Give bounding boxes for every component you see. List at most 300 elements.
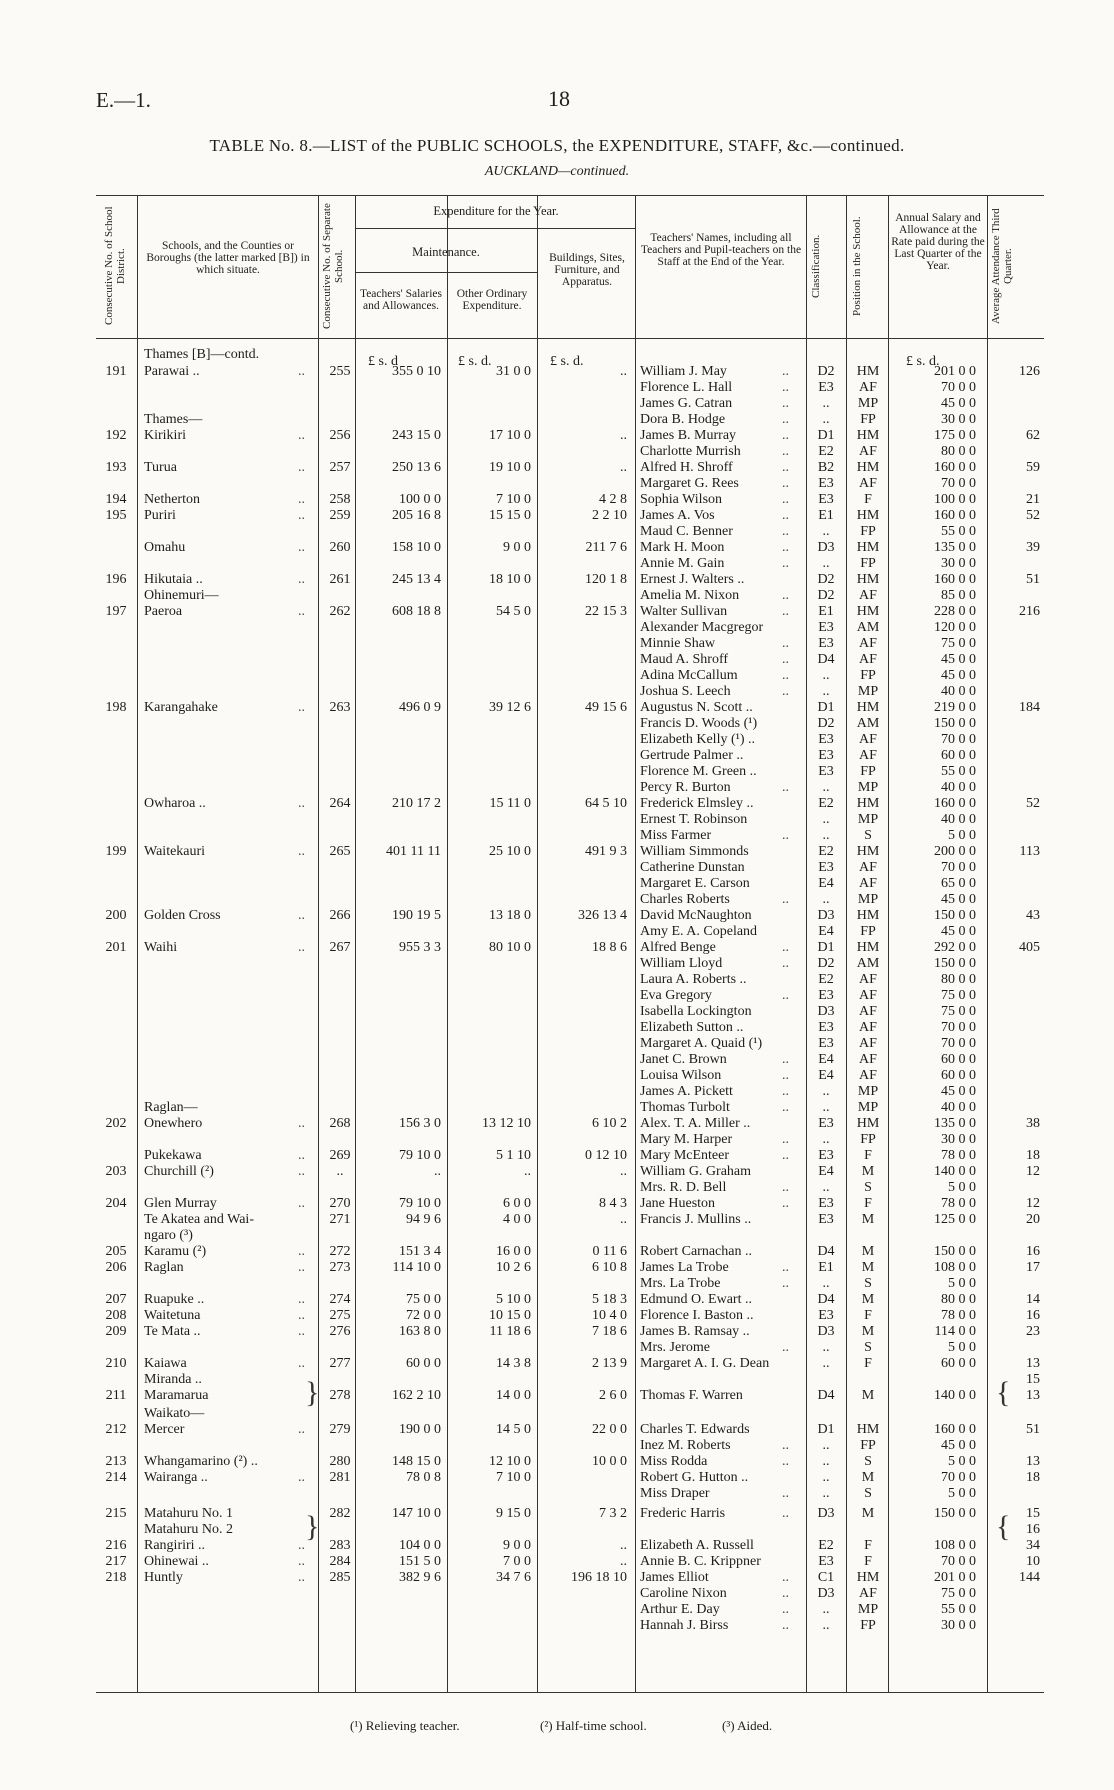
buildings-amount: .. [620,1554,627,1569]
classification: D2 [817,716,835,731]
position: F [864,492,872,507]
position: AF [859,860,877,875]
teacher-name: Annie B. C. Krippner [640,1554,761,1569]
header-bottom-rule [96,338,1044,339]
salaries-amount: 210 17 2 [392,796,441,811]
leader-dots: .. [782,444,789,459]
leader-dots: .. [298,460,305,475]
annual-salary: 70 0 0 [941,476,976,491]
average-attendance: 17 [1026,1260,1040,1275]
teacher-name: Minnie Shaw [640,636,716,651]
header-expenditure: Expenditure for the Year. [433,204,559,218]
leader-dots: .. [782,1180,789,1195]
leader-dots: .. [782,668,789,683]
position: MP [857,684,879,699]
annual-salary: 30 0 0 [941,412,976,427]
annual-salary: 140 0 0 [934,1164,976,1179]
annual-salary: 40 0 0 [941,684,976,699]
average-attendance: 62 [1026,428,1040,443]
other-expenditure: 16 0 0 [496,1244,531,1259]
other-expenditure: 18 10 0 [489,572,531,587]
classification: E2 [818,796,834,811]
district-number: 209 [105,1324,127,1339]
separate-school-number: 261 [329,572,351,587]
table-row [0,1570,1114,1586]
teacher-name: Janet C. Brown [640,1052,727,1067]
school-name: Waihi [144,940,178,955]
district-number: 192 [105,428,127,443]
leader-dots: .. [782,1260,789,1275]
position: S [864,1454,872,1469]
annual-salary: 60 0 0 [941,1068,976,1083]
teacher-name: Joshua S. Leech [640,684,731,699]
separate-school-number: 276 [329,1324,351,1339]
classification: D4 [817,1388,835,1403]
classification: E4 [818,1164,834,1179]
salaries-amount: 190 0 0 [399,1422,441,1437]
classification: D3 [817,1004,835,1019]
leader-dots: .. [298,908,305,923]
salaries-amount: 245 13 4 [392,572,441,587]
table-row [0,1454,1114,1470]
position: AF [859,988,877,1003]
position: HM [856,540,880,555]
buildings-amount: 0 12 10 [585,1148,627,1163]
table-row [0,1522,1114,1538]
teacher-name: Augustus N. Scott .. [640,700,753,715]
other-expenditure: 15 15 0 [489,508,531,523]
brace-icon: } [305,1376,320,1409]
position: AF [859,1068,877,1083]
teacher-name: Mary M. Harper [640,1132,733,1147]
annual-salary: 114 0 0 [934,1324,976,1339]
classification: .. [822,1454,830,1469]
average-attendance: 216 [1019,604,1040,619]
buildings-amount: 8 4 3 [599,1196,627,1211]
district-number: 216 [105,1538,127,1553]
teacher-name: Annie M. Gain [640,556,725,571]
leader-dots: .. [298,1422,305,1437]
leader-dots: .. [782,892,789,907]
position: AF [859,876,877,891]
position: HM [856,364,880,379]
table-row [0,988,1114,1004]
classification: C1 [817,1570,835,1585]
classification: .. [822,1618,830,1633]
annual-salary: 70 0 0 [941,1554,976,1569]
buildings-amount: 49 15 6 [585,700,627,715]
annual-salary: 80 0 0 [941,972,976,987]
position: AF [859,1020,877,1035]
teacher-name: Florence I. Baston .. [640,1308,754,1323]
school-name: Hikutaia .. [144,572,203,587]
average-attendance: 20 [1026,1212,1040,1227]
salaries-amount: 72 0 0 [406,1308,441,1323]
separate-school-number: 267 [329,940,351,955]
table-row [0,1196,1114,1212]
table-row [0,1084,1114,1100]
annual-salary: 150 0 0 [934,908,976,923]
table-row [0,876,1114,892]
average-attendance: 16 [1026,1244,1040,1259]
salaries-amount: 382 9 6 [399,1570,441,1585]
salaries-amount: 151 5 0 [399,1554,441,1569]
leader-dots: .. [782,396,789,411]
average-attendance: 10 [1026,1554,1040,1569]
average-attendance: 59 [1026,460,1040,475]
school-name: Karamu (²) [144,1244,207,1259]
classification: D2 [817,956,835,971]
classification: E1 [818,604,834,619]
other-expenditure: 80 10 0 [489,940,531,955]
annual-salary: 70 0 0 [941,1036,976,1051]
table-top-rule [96,195,1044,196]
separate-school-number: 285 [329,1570,351,1585]
position: AF [859,748,877,763]
teacher-name: Mark H. Moon [640,540,725,555]
salaries-amount: 148 15 0 [392,1454,441,1469]
table-row [0,1308,1114,1324]
salaries-amount: .. [434,1164,441,1179]
classification: .. [822,1132,830,1147]
annual-salary: 45 0 0 [941,652,976,667]
district-number: 196 [105,572,127,587]
teacher-name: Alfred H. Shroff [640,460,733,475]
annual-salary: 70 0 0 [941,1020,976,1035]
separate-school-number: 272 [329,1244,351,1259]
leader-dots: .. [782,988,789,1003]
salaries-amount: 104 0 0 [399,1538,441,1553]
teacher-name: James G. Catran [640,396,733,411]
separate-school-number: 271 [329,1212,351,1227]
classification: E3 [818,620,834,635]
average-attendance: 34 [1026,1538,1040,1553]
leader-dots: .. [782,1196,789,1211]
salaries-amount: 401 11 11 [386,844,441,859]
annual-salary: 200 0 0 [934,844,976,859]
classification: .. [822,412,830,427]
footnote-1: (¹) Relieving teacher. [350,1718,460,1733]
teacher-name: Margaret A. I. G. Dean [640,1356,770,1371]
buildings-amount: 10 0 0 [592,1454,627,1469]
separate-school-number: 256 [329,428,351,443]
position: AF [859,1586,877,1601]
separate-school-number: 257 [329,460,351,475]
leader-dots: .. [782,1602,789,1617]
separate-school-number: 280 [329,1454,351,1469]
teacher-name: Inez M. Roberts [640,1438,731,1453]
table-row [0,860,1114,876]
classification: E2 [818,444,834,459]
classification: .. [822,684,830,699]
district-number: 212 [105,1422,127,1437]
position: M [861,1324,875,1339]
annual-salary: 219 0 0 [934,700,976,715]
position: M [861,1244,875,1259]
leader-dots: .. [298,1148,305,1163]
annual-salary: 201 0 0 [934,1570,976,1585]
table-row [0,1602,1114,1618]
position: HM [856,1422,880,1437]
classification: E4 [818,924,834,939]
leader-dots: .. [298,1538,305,1553]
annual-salary: 40 0 0 [941,812,976,827]
lsd-label-other: £ s. d. [458,354,492,369]
classification: E2 [818,1538,834,1553]
position: F [864,1148,872,1163]
teacher-name: Edmund O. Ewart .. [640,1292,752,1307]
header-schools: Schools, and the Counties or Boroughs (the latter marked [B]) in which situate. [146,240,310,276]
classification: .. [822,396,830,411]
leader-dots: .. [782,684,789,699]
annual-salary: 175 0 0 [934,428,976,443]
table-row [0,1212,1114,1228]
school-name: Puriri [144,508,176,523]
other-expenditure: 4 0 0 [503,1212,531,1227]
header-other: Other Ordinary Expenditure. [456,288,528,312]
teacher-name: Louisa Wilson [640,1068,722,1083]
teacher-name: Alfred Benge [640,940,716,955]
school-name: Mercer [144,1422,185,1437]
other-expenditure: 54 5 0 [496,604,531,619]
other-expenditure: 15 11 0 [489,796,531,811]
salaries-amount: 147 10 0 [392,1506,441,1521]
annual-salary: 160 0 0 [934,1422,976,1437]
header-salaries: Teachers' Salaries and Allowances. [359,288,443,312]
teacher-name: Gertrude Palmer .. [640,748,744,763]
school-name: ngaro (³) [144,1228,193,1243]
school-name: Glen Murray [144,1196,217,1211]
table-row [0,1292,1114,1308]
classification: D4 [817,1292,835,1307]
school-name: Churchill (²) [144,1164,214,1179]
teacher-name: Mrs. Jerome [640,1340,710,1355]
classification: E1 [818,508,834,523]
salaries-amount: 100 0 0 [399,492,441,507]
position: AF [859,380,877,395]
classification: .. [822,1438,830,1453]
annual-salary: 5 0 0 [948,1180,976,1195]
school-name: Ohinemuri— [144,588,219,603]
district-number: 207 [105,1292,127,1307]
buildings-amount: 0 11 6 [592,1244,627,1259]
leader-dots: .. [782,1084,789,1099]
teacher-name: Francis D. Woods (¹) [640,716,758,731]
teacher-name: Margaret G. Rees [640,476,739,491]
average-attendance: 12 [1026,1196,1040,1211]
other-expenditure: 13 12 10 [482,1116,531,1131]
leader-dots: .. [782,940,789,955]
annual-salary: 70 0 0 [941,860,976,875]
leader-dots: .. [298,604,305,619]
position: AF [859,732,877,747]
table-row [0,1486,1114,1502]
salaries-amount: 190 19 5 [392,908,441,923]
school-name: Waikato— [144,1406,205,1421]
buildings-amount: .. [620,1538,627,1553]
other-expenditure: 25 10 0 [489,844,531,859]
classification: D3 [817,1506,835,1521]
salaries-amount: 162 2 10 [392,1388,441,1403]
annual-salary: 30 0 0 [941,556,976,571]
leader-dots: .. [782,1618,789,1633]
annual-salary: 45 0 0 [941,924,976,939]
other-expenditure: 7 10 0 [496,1470,531,1485]
leader-dots: .. [782,412,789,427]
position: HM [856,796,880,811]
position: M [861,1260,875,1275]
table-row [0,604,1114,620]
leader-dots: .. [782,1486,789,1501]
leader-dots: .. [782,636,789,651]
teacher-name: Florence L. Hall [640,380,733,395]
average-attendance: 51 [1026,1422,1040,1437]
average-attendance: 13 [1026,1388,1040,1403]
salaries-amount: 114 10 0 [392,1260,441,1275]
teacher-name: William J. May [640,364,727,379]
school-name: Turua [144,460,177,475]
table-row [0,1132,1114,1148]
teacher-name: Maud C. Benner [640,524,733,539]
annual-salary: 120 0 0 [934,620,976,635]
teacher-name: Miss Rodda [640,1454,708,1469]
average-attendance: 15 [1026,1506,1040,1521]
table-row [0,1438,1114,1454]
separate-school-number: 266 [329,908,351,923]
buildings-amount: 491 9 3 [585,844,627,859]
leader-dots: .. [782,1132,789,1147]
district-number: 191 [105,364,127,379]
teacher-name: Margaret A. Quaid (¹) [640,1036,763,1051]
classification: E3 [818,860,834,875]
classification: E1 [818,1260,834,1275]
annual-salary: 5 0 0 [948,1454,976,1469]
teacher-name: William Lloyd [640,956,723,971]
table-row [0,1020,1114,1036]
buildings-amount: 64 5 10 [585,796,627,811]
district-number: 208 [105,1308,127,1323]
district-number: 204 [105,1196,127,1211]
table-row [0,1100,1114,1116]
position: FP [860,924,876,939]
table-row [0,1244,1114,1260]
separate-school-number: 279 [329,1422,351,1437]
teacher-name: Frederic Harris [640,1506,726,1521]
leader-dots: .. [782,588,789,603]
separate-school-number: 275 [329,1308,351,1323]
table-row [0,460,1114,476]
leader-dots: .. [298,540,305,555]
classification: E3 [818,1212,834,1227]
annual-salary: 40 0 0 [941,1100,976,1115]
leader-dots: .. [782,1148,789,1163]
leader-dots: .. [298,428,305,443]
position: HM [856,428,880,443]
table-row [0,956,1114,972]
position: S [864,1340,872,1355]
table-row [0,444,1114,460]
annual-salary: 45 0 0 [941,1084,976,1099]
salaries-amount: 955 3 3 [399,940,441,955]
school-name: Ruapuke .. [144,1292,205,1307]
separate-school-number: 284 [329,1554,351,1569]
teacher-name: Dora B. Hodge [640,412,726,427]
table-row [0,844,1114,860]
classification: D3 [817,540,835,555]
teacher-name: Charlotte Murrish [640,444,741,459]
classification: .. [822,828,830,843]
annual-salary: 55 0 0 [941,524,976,539]
teacher-name: Catherine Dunstan [640,860,745,875]
annual-salary: 292 0 0 [934,940,976,955]
school-name: Pukekawa [144,1148,202,1163]
classification: E2 [818,972,834,987]
annual-salary: 140 0 0 [934,1388,976,1403]
annual-salary: 201 0 0 [934,364,976,379]
table-row [0,620,1114,636]
annual-salary: 150 0 0 [934,1244,976,1259]
district-number: 193 [105,460,127,475]
teacher-name: James Elliot [640,1570,709,1585]
separate-school-number: 273 [329,1260,351,1275]
lsd-label-buildings: £ s. d. [550,354,584,369]
annual-salary: 160 0 0 [934,508,976,523]
position: S [864,1180,872,1195]
teacher-name: William Simmonds [640,844,749,859]
teacher-name: Thomas Turbolt [640,1100,730,1115]
position: M [861,1388,875,1403]
classification: E3 [818,492,834,507]
other-expenditure: .. [524,1164,531,1179]
leader-dots: .. [782,828,789,843]
buildings-amount: 18 8 6 [592,940,627,955]
separate-school-number: 263 [329,700,351,715]
leader-dots: .. [782,1068,789,1083]
buildings-amount: 7 18 6 [592,1324,627,1339]
classification: D3 [817,1586,835,1601]
annual-salary: 60 0 0 [941,1356,976,1371]
separate-school-number: 283 [329,1538,351,1553]
position: F [864,1554,872,1569]
table-row [0,1586,1114,1602]
position: HM [856,940,880,955]
teacher-name: Ernest T. Robinson [640,812,748,827]
salaries-amount: 94 9 6 [406,1212,441,1227]
position: HM [856,700,880,715]
table-row [0,828,1114,844]
classification: D1 [817,1422,835,1437]
buildings-amount: 196 18 10 [571,1570,627,1585]
school-name: Onewhero [144,1116,203,1131]
position: F [864,1356,872,1371]
table-row [0,492,1114,508]
table-row [0,796,1114,812]
district-number: 218 [105,1570,127,1585]
footnote-2: (²) Half-time school. [540,1718,647,1733]
leader-dots: .. [782,1340,789,1355]
annual-salary: 55 0 0 [941,1602,976,1617]
school-name: Huntly [144,1570,183,1585]
leader-dots: .. [782,1454,789,1469]
school-name: Te Akatea and Wai- [144,1212,254,1227]
district-number: 203 [105,1164,127,1179]
average-attendance: 126 [1019,364,1040,379]
position: M [861,1164,875,1179]
position: HM [856,460,880,475]
buildings-amount: 326 13 4 [578,908,627,923]
header-classification: Classification. [810,234,822,298]
position: AF [859,476,877,491]
